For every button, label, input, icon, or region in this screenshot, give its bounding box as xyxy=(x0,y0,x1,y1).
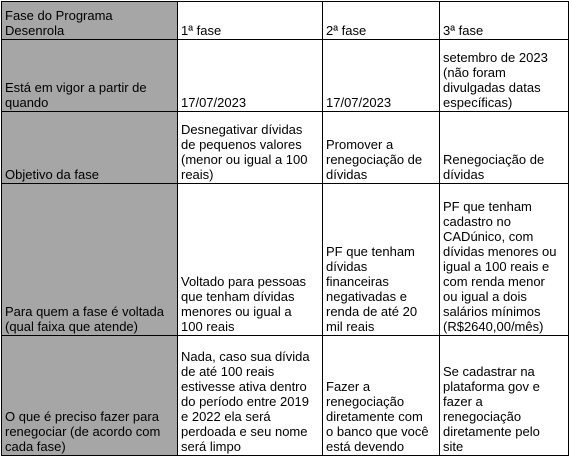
table-cell: Promover a renegociação de dívidas xyxy=(323,112,440,184)
row-label-objective: Objetivo da fase xyxy=(2,112,178,184)
header-cell-phase-1: 1ª fase xyxy=(178,2,323,40)
table-cell: Se cadastrar na plataforma gov e fazer a renegociação diretamente pelo site xyxy=(440,336,569,456)
desenrola-phases-table xyxy=(1,1,569,456)
row-label-start-date: Está em vigor a partir de quando xyxy=(2,40,178,112)
table-cell: 17/07/2023 xyxy=(323,40,440,112)
row-label-target-audience: Para quem a fase é voltada (qual faixa que atende) xyxy=(2,184,178,336)
table-row xyxy=(2,40,569,112)
table-cell: Renegociação de dívidas xyxy=(440,112,569,184)
header-cell-phase-3: 3ª fase xyxy=(440,2,569,40)
header-row xyxy=(2,2,569,40)
table-cell: PF que tenham dívidas financeiras negativadas e renda de até 20 mil reais xyxy=(323,184,440,336)
table-cell: setembro de 2023 (não foram divulgadas datas específicas) xyxy=(440,40,569,112)
table-cell: Nada, caso sua dívida de até 100 reais estivesse ativa dentro do período entre 2019 e 2022 ela será perdoada e seu nome será limpo xyxy=(178,336,323,456)
header-cell-phase-2: 2ª fase xyxy=(323,2,440,40)
table-row xyxy=(2,184,569,336)
header-cell-program-phase: Fase do Programa Desenrola xyxy=(2,2,178,40)
table-row xyxy=(2,112,569,184)
table-cell: Fazer a renegociação diretamente com o banco que você está devendo xyxy=(323,336,440,456)
table-row xyxy=(2,336,569,456)
table-cell: Desnegativar dívidas de pequenos valores (menor ou igual a 100 reais) xyxy=(178,112,323,184)
table-cell: 17/07/2023 xyxy=(178,40,323,112)
row-label-how-to-renegotiate: O que é preciso fazer para renegociar (de acordo com cada fase) xyxy=(2,336,178,456)
table-cell: Voltado para pessoas que tenham dívidas menores ou igual a 100 reais xyxy=(178,184,323,336)
table-cell: PF que tenham cadastro no CADúnico, com dívidas menores ou igual a 100 reais e com renda menor ou igual a dois salários mínimos (R$2640,00/mês) xyxy=(440,184,569,336)
